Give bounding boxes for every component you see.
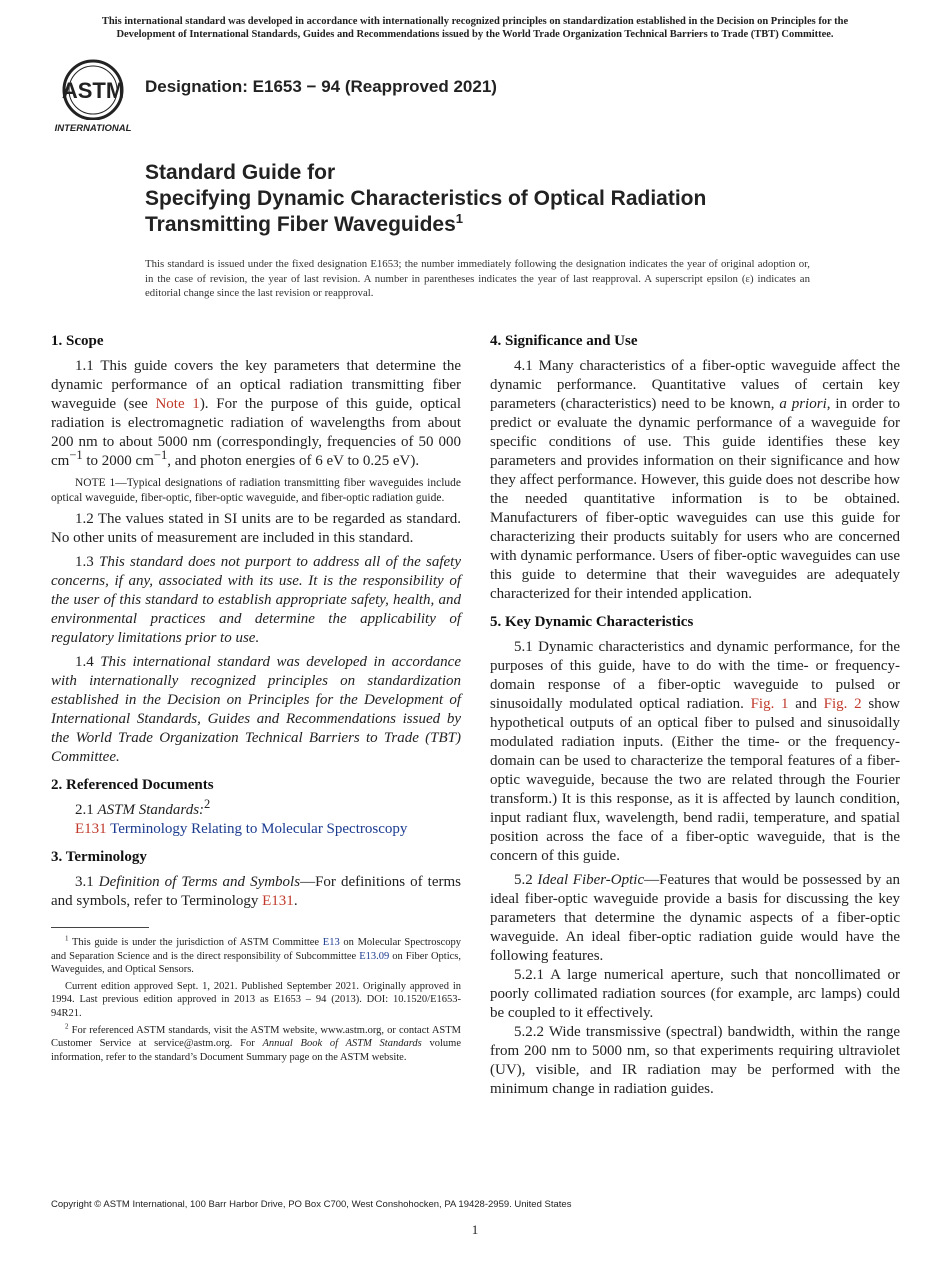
- fig-2-link[interactable]: Fig. 2: [823, 696, 862, 712]
- copyright-notice: Copyright © ASTM International, 100 Barr Harbor Drive, PO Box C700, West Conshohocken, PA 19428-2959. United States: [51, 1199, 572, 1210]
- para-1-3: 1.3 This standard does not purport to address all of the safety concerns, if any, associated with its use. It is the responsibility of the user of this standard to establish appropriate safety, health, and environmental practices and determine the applicability of regulatory limitations prior to use.: [51, 554, 462, 646]
- para-5-1: 5.1 Dynamic characteristics and dynamic performance, for the purposes of this guide, have to do with the time- or frequency-domain response of a fiber-optic waveguide to pulsed or sinusoidally modulated optical radiation. Fig. 1 and Fig. 2 show hypothetical outputs of an optical fiber to pulsed and sinusoidally modulated radiation inputs. (Either the time- or the frequency-domain can be used to characterize the temporal features of a fiber-optic waveguide, because the two are related through the Fourier transform.) It is this response, as it is affected by launch condition, input radiant flux, wavelength, bend radii, temperature, and spatial position across the face of a fiber-optic waveguide, that is the concern of this guide.: [490, 639, 901, 864]
- para-5-2-1: 5.2.1 A large numerical aperture, such that noncollimated or poorly collimated radiation sources (for example, arc lamps) could be coupled to it effectively.: [490, 967, 900, 1021]
- left-column: [51, 332, 461, 1067]
- document-title: [145, 160, 905, 238]
- logo-letters: ASTM: [61, 78, 125, 103]
- para-1-2: 1.2 The values stated in SI units are to be regarded as standard. No other units of measurement are included in this standard.: [51, 511, 461, 546]
- terminology-e131-link[interactable]: E131: [262, 893, 294, 909]
- title-line-1: Standard Guide for: [145, 161, 336, 184]
- designation: Designation: E1653 − 94 (Reapproved 2021): [145, 77, 497, 96]
- footnote-divider: [51, 927, 149, 928]
- section-3-heading: 3. Terminology: [51, 849, 147, 865]
- page-number: 1: [471, 1222, 479, 1237]
- footnote-1-edition: Current edition approved Sept. 1, 2021. Published September 2021. Originally approved in 1994. Last previous edition approved in 2013 as E1653 – 94 (2013). DOI: 10.1520/E1653-94R21.: [51, 980, 461, 1019]
- section-1-heading: 1. Scope: [51, 333, 104, 349]
- committee-e13-link[interactable]: E13: [322, 937, 340, 948]
- logo-label: INTERNATIONAL: [54, 123, 132, 134]
- para-4-1: 4.1 Many characteristics of a fiber-optic waveguide affect the dynamic performance. Quantitative values of certain key parameters (characteristics) need to be known, a priori, in order to predict or evaluate the dynamic performance of a waveguide for specific conditions of use. This guide identifies these key parameters and provides information on their significance and how they affect performance. However, this guide does not describe how the needed quantitative information is to be obtained. Manufacturers of fiber-optic waveguides can use this guide for characterizing their products suitably for users who are concerned with dynamic performance. Users of fiber-optic waveguides can use this guide to determine that their waveguides are adequately characterized for their intended application.: [490, 358, 901, 602]
- para-1-1: 1.1 This guide covers the key parameters that determine the dynamic performance of an optical radiation transmitting fiber waveguide (see Note 1). For the purpose of this guide, optical radiation is electromagnetic radiation of wavelengths from about 200 nm to about 5000 nm (correspondingly, frequencies of 50 000 $cm^{-1}$ to 2000 $cm^{-1}$, and photon energies of 6 eV to 0.25 eV).: [51, 358, 461, 469]
- footnote-2: $^2$ For referenced ASTM standards, visit the ASTM website, www.astm.org, or contact ASTM Customer Service at service@astm.org. For Annual Book of ASTM Standards volume information, refer to the standard’s Document Summary page on the ASTM website.: [51, 1022, 461, 1063]
- section-4-heading: 4. Significance and Use: [490, 333, 638, 349]
- para-1-4: 1.4 This international standard was developed in accordance with internationally recognized principles on standardization established in the Decision on Principles for the Development of International Standards, Guides and Recommendations issued by the World Trade Organization Technical Barriers to Trade (TBT) Committee.: [51, 654, 461, 765]
- footnote-1: $^1$ This guide is under the jurisdiction of ASTM Committee E13 on Molecular Spectroscopy and Separation Science and is the direct responsibility of Subcommittee E13.09 on Fiber Optics, Waveguides, and Optical Sensors.: [51, 934, 462, 976]
- note-1-link[interactable]: Note 1: [155, 396, 200, 412]
- wto-line-1: This international standard was developed in accordance with internationally recognized principles on standardization established in the Decision on Principles for the: [101, 16, 849, 27]
- right-column: [490, 332, 900, 1099]
- section-5-heading: 5. Key Dynamic Characteristics: [490, 614, 694, 630]
- wto-statement: [20, 15, 930, 41]
- standard-issuance-note: This standard is issued under the fixed designation E1653; the number immediately following the designation indicates the year of original adoption or, in the case of revision, the year of last revision. A number in parentheses indicates the year of last reapproval. A superscript epsilon (ε) indicates an editorial change since the last revision or reapproval.: [145, 258, 810, 299]
- title-line-3: Transmitting Fiber Waveguides$^1$: [145, 211, 464, 236]
- title-line-2: Specifying Dynamic Characteristics of Optical Radiation: [145, 187, 707, 210]
- wto-line-2: Development of International Standards, Guides and Recommendations issued by the World Trade Organization Technical Barriers to Trade (TBT) Committee.: [116, 29, 834, 40]
- section-2-heading: 2. Referenced Documents: [51, 777, 214, 793]
- e131-link[interactable]: E131: [75, 821, 107, 837]
- para-3-1: 3.1 Definition of Terms and Symbols—For definitions of terms and symbols, refer to Terminology E131.: [51, 874, 462, 909]
- referenced-standard-e131: [51, 820, 461, 839]
- subcommittee-e13-09-link[interactable]: E13.09: [359, 950, 390, 962]
- fig-1-link[interactable]: Fig. 1: [750, 696, 789, 712]
- para-5-2: 5.2 Ideal Fiber-Optic—Features that would be possessed by an ideal fiber-optic waveguide provide a basis for discussing the key parameters that determine the dynamic aspects of a fiber-optic waveguide. An ideal fiber-optic radiation guide would have the following features.: [490, 872, 900, 964]
- para-2-1: 2.1 ASTM Standards:$^2$: [75, 797, 211, 818]
- para-5-2-2: 5.2.2 Wide transmissive (spectral) bandwidth, within the range from 200 nm to 5000 nm, so that experiments requiring ultraviolet (UV), visible, and IR radiation may be performed with the minimum change in radiation guides.: [490, 1024, 900, 1097]
- e131-title-link[interactable]: Terminology Relating to Molecular Spectroscopy: [110, 821, 408, 837]
- title-footnote-mark: 1: [455, 211, 464, 226]
- note-1: NOTE 1—Typical designations of radiation transmitting fiber waveguides include optical waveguide, fiber-optic, fiber-optic waveguide, and fiber-optic radiation guide.: [51, 477, 461, 504]
- astm-logo: [50, 58, 136, 134]
